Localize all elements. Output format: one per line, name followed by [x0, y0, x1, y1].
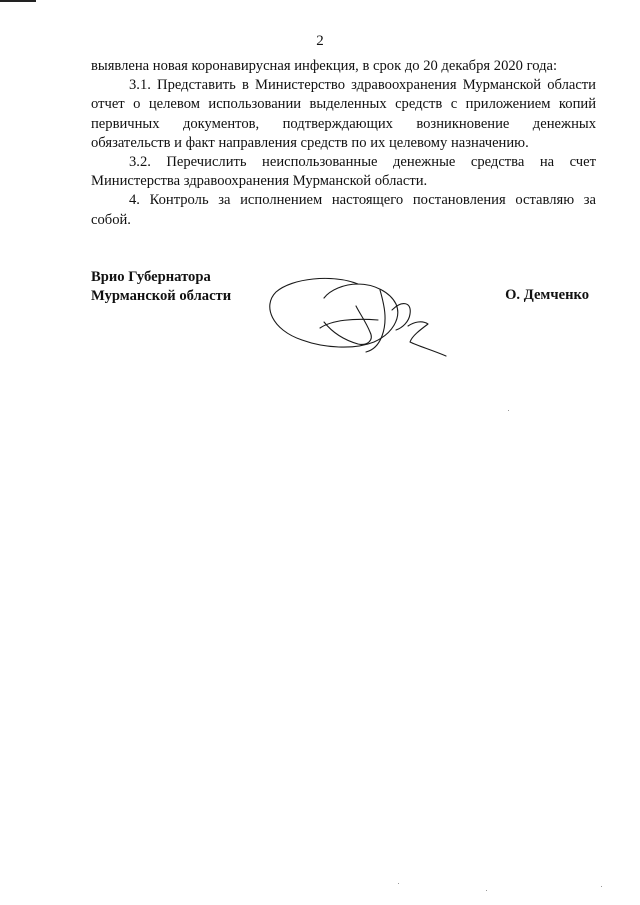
signatory-position-line2: Мурманской области — [91, 288, 232, 304]
signer-name: О. Демченко — [505, 287, 589, 303]
signatory-position — [91, 268, 231, 306]
paragraph-3-2: 3.2. Перечислить неиспользованные денежные средства на счет Министерства здравоохранения Мурманской области. — [91, 154, 596, 190]
scan-speck — [601, 886, 602, 887]
scan-speck — [508, 410, 509, 411]
signatory-position-line1: Врио Губернатора — [91, 269, 211, 285]
paragraph-4: 4. Контроль за исполнением настоящего постановления оставляю за собой. — [91, 192, 596, 228]
scan-edge-mark — [0, 0, 36, 2]
handwritten-signature — [262, 270, 452, 365]
paragraph-3-1: 3.1. Представить в Министерство здравоохранения Мурманской области отчет о целевом использовании выделенных средств с приложением копий первичных документов, подтверждающих возникновение денежных обязательств и факт направления средств по их целевому назначению. — [91, 77, 596, 151]
scan-speck — [486, 890, 487, 891]
document-body — [91, 57, 596, 230]
paragraph-continuation: выявлена новая коронавирусная инфекция, в срок до 20 декабря 2020 года: — [91, 58, 558, 74]
scan-speck — [398, 883, 399, 884]
page-number: 2 — [316, 33, 324, 49]
